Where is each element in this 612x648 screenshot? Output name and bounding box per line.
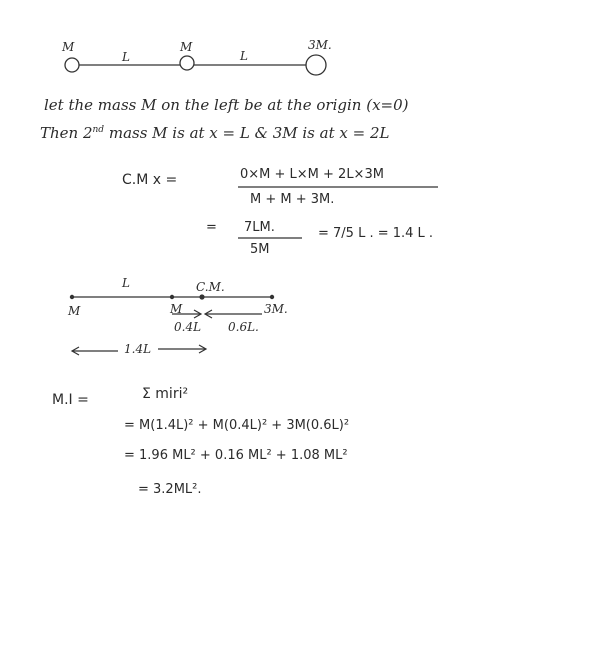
end-dot-right [270, 295, 274, 299]
d1-label-3m: 3M. [308, 38, 332, 52]
cm-eq2: = [206, 220, 217, 235]
mi-sum: Σ miri² [142, 386, 189, 402]
d2-label-06l: 0.6L. [228, 320, 259, 334]
mass-circle-1 [65, 58, 79, 72]
text-line-1: let the mass M on the left be at the origin (x=0) [44, 96, 409, 114]
end-dot-left [70, 295, 74, 299]
d2-label-3m: 3M. [264, 302, 288, 316]
d1-label-l2: L [240, 49, 248, 63]
cm-denominator-2: 5M [250, 242, 270, 257]
d2-label-l: L [122, 276, 130, 290]
d1-label-l1: L [122, 50, 130, 64]
d1-label-m1: M [62, 40, 75, 54]
mi-line-2: = M(1.4L)² + M(0.4L)² + 3M(0.6L)² [124, 418, 350, 433]
mass-circle-2 [180, 56, 194, 70]
mi-line-4: = 3.2ML². [138, 482, 202, 497]
mi-lhs: M.I = [52, 392, 89, 408]
mid-dot [170, 295, 174, 299]
d2-label-04l: 0.4L [174, 320, 202, 334]
cm-numerator-2: 7LM. [244, 220, 275, 235]
d2-label-m1: M [68, 304, 81, 318]
d2-label-cm: C.M. [196, 280, 225, 294]
mass-circle-3m [306, 55, 326, 75]
mi-line-3: = 1.96 ML² + 0.16 ML² + 1.08 ML² [124, 448, 348, 463]
text-line-2: Then 2nd mass M is at x = L & 3M is at x = 2L [40, 124, 390, 142]
d2-label-m2: M [170, 302, 183, 316]
cm-lhs: C.M x = [122, 172, 178, 188]
cm-numerator: 0×M + L×M + 2L×3M [240, 167, 384, 182]
d2-label-14l: 1.4L [124, 342, 152, 356]
cm-denominator: M + M + 3M. [250, 192, 335, 207]
d1-label-m2: M [180, 40, 193, 54]
cm-result: = 7/5 L . = 1.4 L . [318, 226, 434, 241]
cm-dot [199, 294, 204, 299]
